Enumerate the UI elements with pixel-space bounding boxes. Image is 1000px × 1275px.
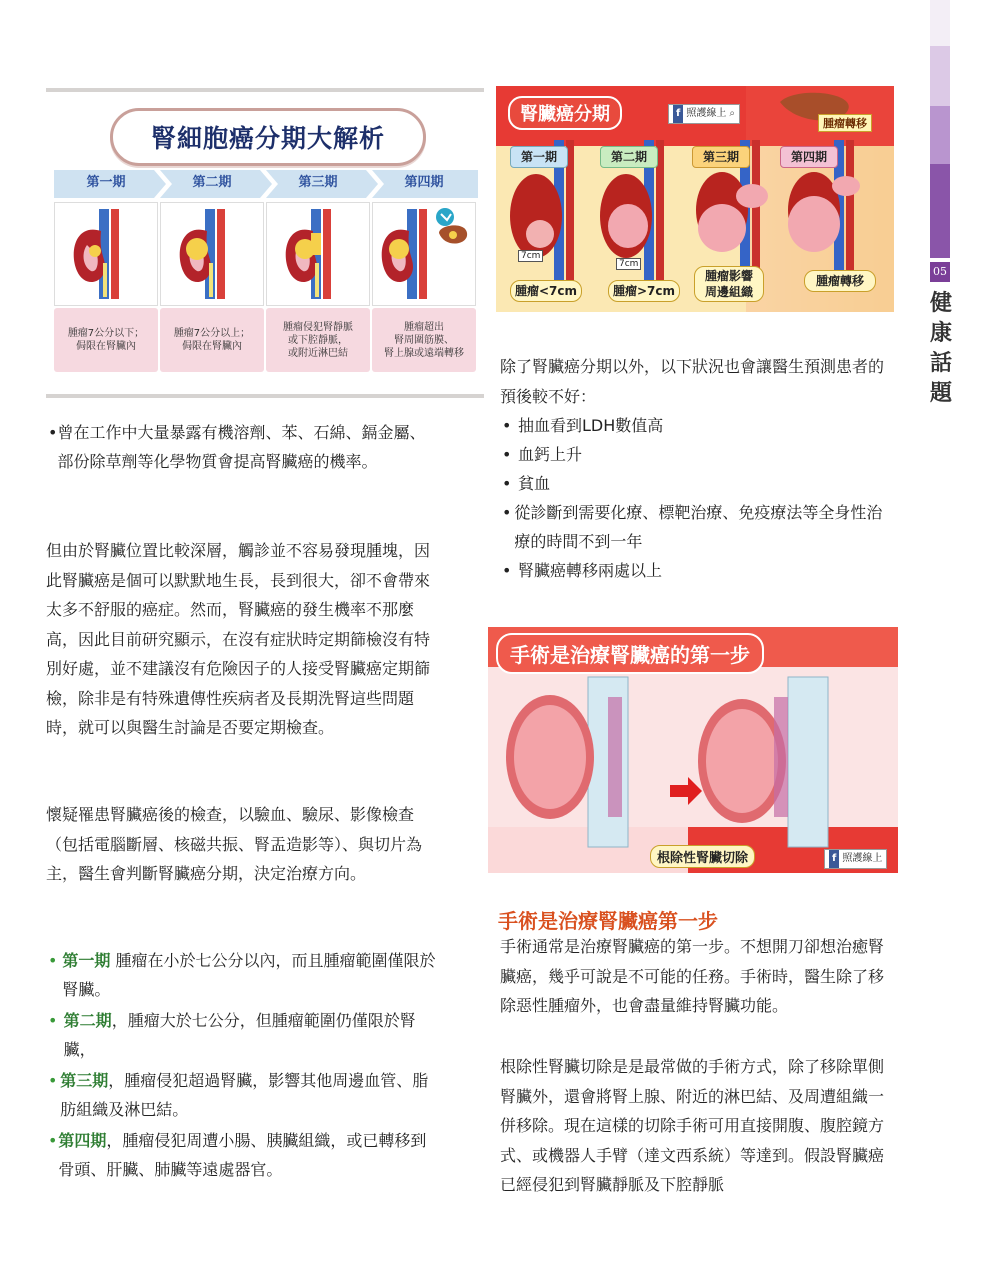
caption-gt7: 腫瘤>7cm	[608, 280, 680, 302]
bullet-dot: •	[48, 1011, 58, 1030]
surgery-title: 手術是治療腎臟癌的第一步	[496, 633, 764, 674]
list-item	[502, 498, 898, 556]
section-char: 康	[930, 320, 953, 346]
stage-label: 第三期	[298, 175, 338, 190]
list-item	[502, 556, 898, 585]
stage-2-label: 第二期	[600, 146, 658, 168]
section-char: 題	[930, 380, 953, 406]
stage-caption: 腫瘤7公分以下； 侷限在腎臟內	[54, 308, 158, 372]
facebook-icon: f	[829, 850, 839, 868]
caption-metastasis: 腫瘤轉移	[804, 270, 876, 292]
stage-term: 第三期	[60, 1071, 109, 1090]
kidney-stage4-illustration	[372, 202, 476, 306]
list-item-text: 腎臟癌轉移兩處以上	[518, 561, 663, 580]
list-item-text: 抽血看到LDH數值高	[518, 416, 664, 435]
kidney-stage3-illustration	[266, 202, 370, 306]
exposure-bullet	[48, 418, 440, 476]
stage-list	[48, 946, 440, 1184]
list-item	[502, 469, 898, 498]
diagnosis-paragraph: 懷疑罹患腎臟癌後的檢查，以驗血、驗尿、影像檢查（包括電腦斷層、核磁共振、腎盂造影等）、與切片為主，醫生會判斷腎臟癌分期，決定治療方向。	[46, 805, 423, 883]
stage-column-4	[372, 170, 476, 380]
stage-label: 第四期	[404, 175, 444, 190]
bullet-dot: •	[48, 1131, 58, 1150]
surgery-caption: 根除性腎臟切除	[650, 845, 755, 868]
section-char: 健	[930, 290, 953, 316]
bullet-dot: •	[502, 503, 512, 522]
list-item	[502, 440, 898, 469]
bullet-dot: •	[502, 416, 512, 435]
source-badge	[824, 849, 887, 869]
kidney-stage2-illustration	[160, 202, 264, 306]
liver-metastasis-label: 腫瘤轉移	[818, 114, 872, 132]
infographic-title: 腎臟癌分期	[508, 96, 622, 130]
stage-3-label: 第三期	[692, 146, 750, 168]
list-item-text: 從診斷到需要化療、標靶治療、免疫療法等全身性治療的時間不到一年	[514, 503, 883, 551]
source-badge-label: 照護線上	[842, 853, 883, 864]
bullet-dot: •	[48, 951, 58, 970]
stage-1-label: 第一期	[510, 146, 568, 168]
figure-top-rule	[46, 88, 484, 92]
screening-paragraph: 但由於腎臟位置比較深層，觸診並不容易發現腫塊，因此腎臟癌是個可以默默地生長，長到很大，卻不會帶來太多不舒服的癌症。然而，腎臟癌的發生機率不那麼高，因此目前研究顯示，在沒有症狀時定期篩檢沒有特別好處，並不建議沒有危險因子的人接受腎臟癌定期篩檢，除非是有特殊遺傳性疾病者及長期洗腎這些問題時，就可以與醫生討論是否要定期檢查。	[46, 541, 431, 737]
side-bar-2	[930, 46, 950, 106]
list-item-text: 血鈣上升	[518, 445, 583, 464]
surgery-heading: 手術是治療腎臟癌第一步	[498, 909, 718, 933]
bullet-dot: •	[502, 474, 512, 493]
figure-bottom-rule	[46, 394, 484, 398]
stage-desc: 腫瘤在小於七公分以內，而且腫瘤範圍僅限於腎臟。	[62, 951, 436, 999]
kidney-stage1-illustration	[54, 202, 158, 306]
section-char: 話	[930, 350, 953, 376]
bullet-dot: •	[48, 1071, 58, 1090]
stage-caption: 腫瘤7公分以上； 侷限在腎臟內	[160, 308, 264, 372]
surgery-paragraph-2: 根除性腎臟切除是是最常做的手術方式，除了移除單側腎臟外，還會將腎上腺、附近的淋巴結、及周遭組織一併移除。現在這樣的切除手術可用直接開腹、腹腔鏡方式、或機器人手臂（達文西系統）等達到。假設腎臟癌已經侵犯到腎臟靜脈及下腔靜脈	[500, 1057, 885, 1194]
caption-invades: 腫瘤影響 周邊組織	[694, 266, 764, 302]
stage-caption: 腫瘤超出 腎周圍筋膜、 腎上腺或遠端轉移	[372, 308, 476, 372]
list-item	[48, 946, 440, 1004]
surgery-figure	[488, 627, 898, 873]
exposure-text: 曾在工作中大量暴露有機溶劑、苯、石綿、鎘金屬、部份除草劑等化學物質會提高腎臟癌的機率。	[57, 423, 426, 471]
stage-column-1	[54, 170, 158, 380]
side-bar-3	[930, 106, 950, 164]
bullet-dot: •	[502, 445, 512, 464]
stage-caption: 腫瘤侵犯腎靜脈 或下腔靜脈， 或附近淋巴結	[266, 308, 370, 372]
source-badge-label: 照護線上	[686, 108, 727, 119]
stage-term: 第二期	[63, 1011, 112, 1030]
bullet-dot: •	[502, 561, 512, 580]
list-item	[48, 1126, 440, 1184]
staging-figure	[46, 88, 484, 400]
bullet-dot: •	[48, 423, 58, 442]
search-icon: ⌕	[729, 108, 735, 119]
stage-desc: ，腫瘤侵犯周遭小腸、胰臟組織，或已轉移到骨頭、肝臟、肺臟等遠處器官。	[58, 1131, 427, 1179]
list-item	[48, 1006, 440, 1064]
stage-4-label: 第四期	[780, 146, 838, 168]
list-item-text: 貧血	[518, 474, 551, 493]
source-badge	[668, 104, 740, 124]
side-bar-1	[930, 0, 950, 46]
caption-lt7: 腫瘤<7cm	[510, 280, 582, 302]
section-title	[930, 288, 953, 408]
side-bar-4	[930, 164, 950, 258]
size-label-2: 7cm	[616, 258, 641, 270]
stage-label: 第二期	[192, 175, 232, 190]
stage-label: 第一期	[86, 175, 126, 190]
list-item	[502, 411, 898, 440]
kidney-staging-infographic	[496, 86, 894, 312]
stage-term: 第一期	[62, 951, 111, 970]
side-tab-bars	[930, 0, 950, 258]
stage-term: 第四期	[58, 1131, 107, 1150]
surgery-paragraph-1: 手術通常是治療腎臟癌的第一步。不想開刀卻想治癒腎臟癌，幾乎可說是不可能的任務。手術時，醫生除了移除惡性腫瘤外，也會盡量維持腎臟功能。	[500, 937, 885, 1015]
prognosis-intro: 除了腎臟癌分期以外，以下狀況也會讓醫生預測患者的預後較不好：	[500, 357, 885, 406]
size-label-1: 7cm	[518, 250, 543, 262]
prognosis-list	[502, 411, 898, 585]
figure-title: 腎細胞癌分期大解析	[110, 108, 426, 166]
stage-desc: ，腫瘤大於七公分，但腫瘤範圍仍僅限於腎臟，	[63, 1011, 416, 1059]
stage-column-2	[160, 170, 264, 380]
stage-column-3	[266, 170, 370, 380]
list-item	[48, 1066, 440, 1124]
page-number: 05	[930, 262, 950, 282]
stage-desc: ，腫瘤侵犯超過腎臟，影響其他周邊血管、脂肪組織及淋巴結。	[60, 1071, 429, 1119]
facebook-icon: f	[673, 105, 683, 123]
